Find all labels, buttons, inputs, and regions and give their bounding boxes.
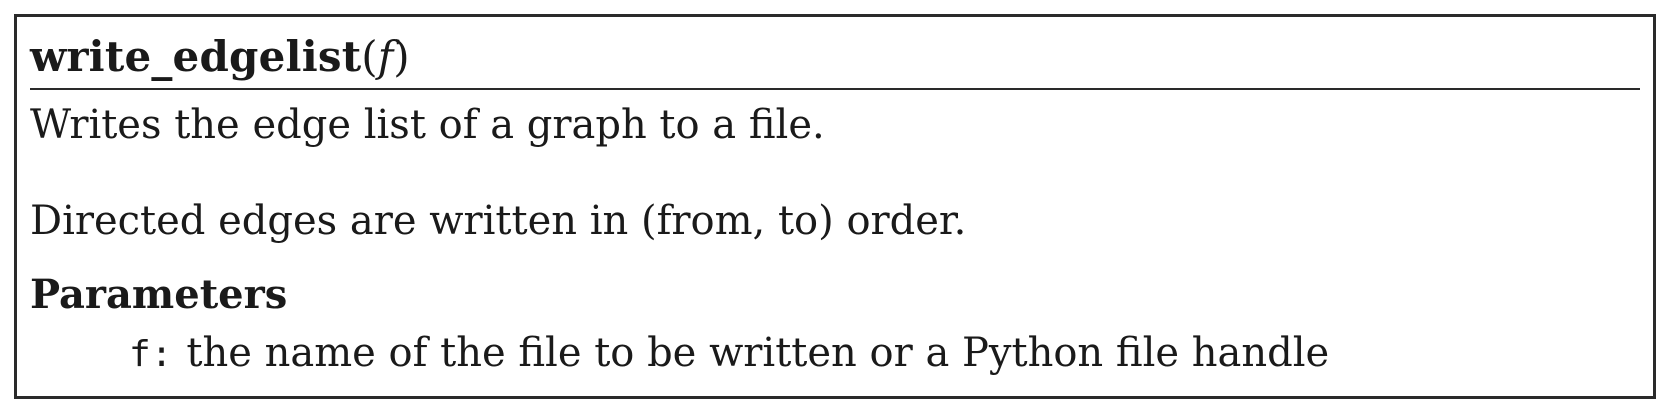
parameter-name: f [129, 334, 151, 375]
close-paren: ) [393, 32, 410, 81]
function-signature [30, 27, 410, 87]
detail-text: Directed edges are written in (from, to) order. [30, 198, 967, 244]
summary-text: Writes the edge list of a graph to a file. [30, 102, 825, 148]
doc-entry-box [14, 14, 1656, 399]
function-argument: f [377, 32, 394, 81]
parameter-item [129, 323, 1329, 385]
open-paren: ( [361, 32, 378, 81]
function-name: write_edgelist [30, 32, 362, 81]
parameters-heading: Parameters [30, 271, 288, 318]
parameter-description: the name of the file to be written or a Python file handle [186, 330, 1330, 376]
header-divider [30, 88, 1640, 90]
parameter-separator: : [150, 334, 173, 375]
